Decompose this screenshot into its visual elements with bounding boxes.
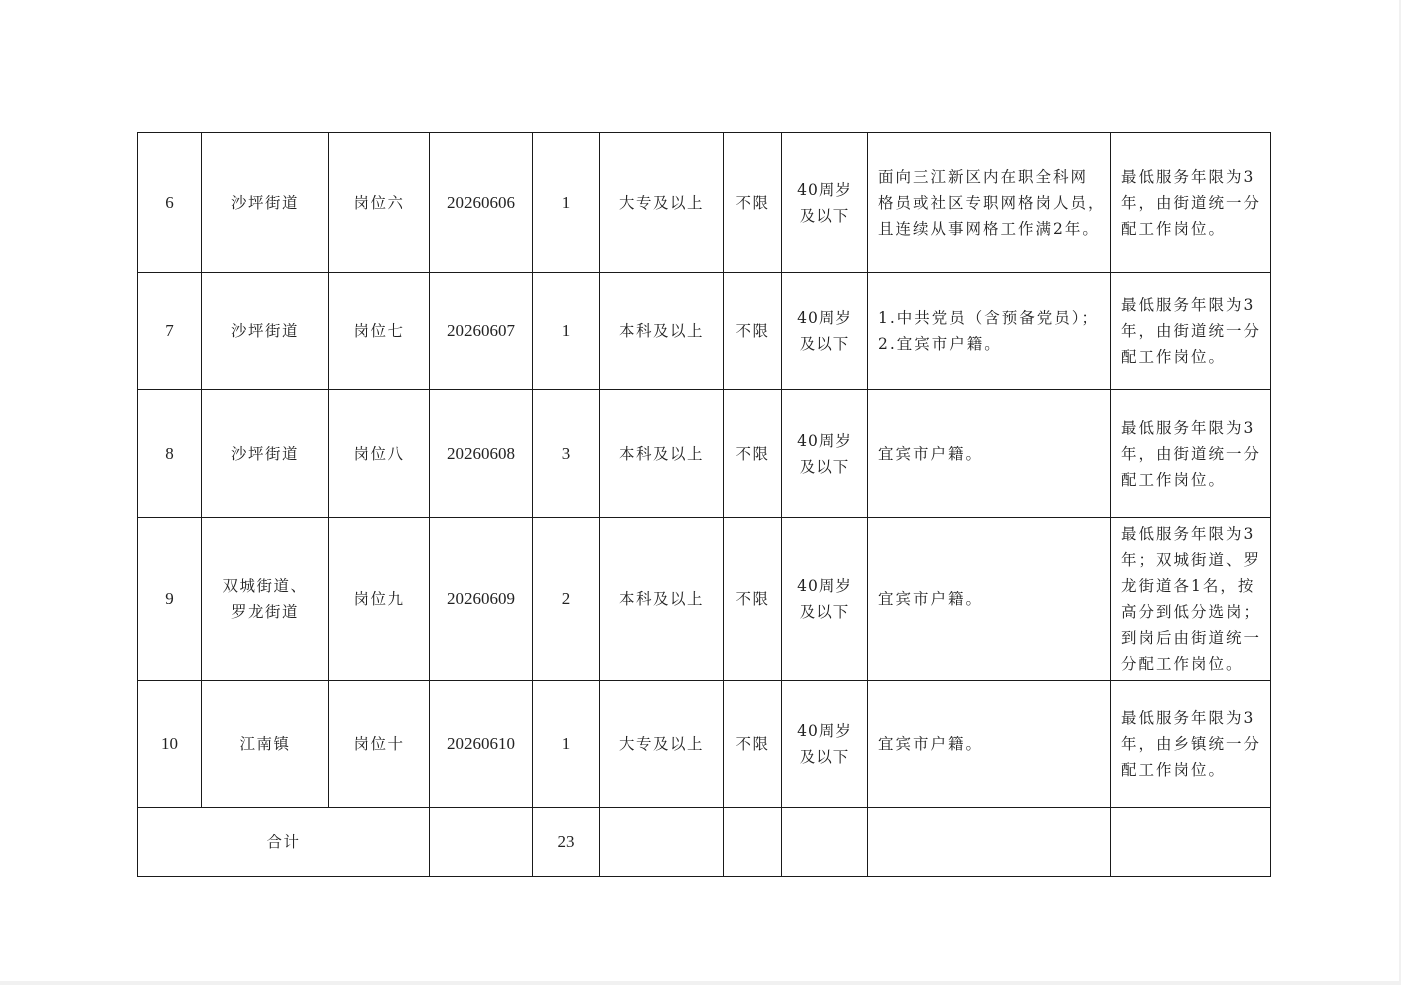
row-remarks: [1111, 390, 1271, 518]
row-education: 本科及以上: [600, 273, 724, 390]
row-major: 不限: [724, 133, 782, 273]
row-conditions-line: 宜宾市户籍。: [878, 735, 984, 753]
total-empty-education: [600, 808, 724, 877]
row-remarks-line: 最低服务年限为3: [1121, 296, 1256, 314]
row-position: 岗位七: [329, 273, 430, 390]
row-unit: [202, 133, 329, 273]
table-row: [138, 681, 1271, 808]
row-major: 不限: [724, 273, 782, 390]
row-remarks-line: 配工作岗位。: [1121, 761, 1227, 779]
row-hire-count: 3: [533, 390, 600, 518]
row-index: 6: [138, 133, 202, 273]
row-conditions: [868, 273, 1111, 390]
row-conditions: [868, 681, 1111, 808]
row-remarks-line: 配工作岗位。: [1121, 348, 1227, 366]
table-body: [138, 133, 1271, 877]
row-major: 不限: [724, 681, 782, 808]
row-conditions-line: 宜宾市户籍。: [878, 444, 984, 463]
total-count: 23: [533, 808, 600, 877]
row-index: 8: [138, 390, 202, 518]
recruitment-table: [137, 132, 1271, 877]
row-conditions-line: 1.中共党员（含预备党员）；: [878, 309, 1100, 327]
row-position-code: 20260607: [430, 273, 533, 390]
row-age-line: 40周岁: [797, 309, 852, 327]
row-remarks-line: 配工作岗位。: [1121, 219, 1227, 238]
row-remarks: [1111, 273, 1271, 390]
row-remarks-line: 分配工作岗位。: [1121, 655, 1244, 673]
row-position: 岗位八: [329, 390, 430, 518]
row-conditions-line: 且连续从事网格工作满2年。: [878, 219, 1100, 238]
row-remarks: [1111, 133, 1271, 273]
row-remarks-line: 到岗后由街道统一: [1121, 629, 1262, 647]
row-remarks-line: 年，由街道统一分: [1121, 322, 1262, 340]
row-conditions: [868, 518, 1111, 681]
row-education: 本科及以上: [600, 518, 724, 681]
row-conditions-line: 面向三江新区内在职全科网: [878, 167, 1089, 186]
row-index: 10: [138, 681, 202, 808]
row-remarks-line: 最低服务年限为3: [1121, 418, 1256, 437]
row-remarks-line: 最低服务年限为3: [1121, 525, 1256, 543]
row-age-line: 及以下: [799, 457, 850, 476]
row-unit: [202, 390, 329, 518]
row-education: 本科及以上: [600, 390, 724, 518]
row-remarks-line: 龙街道各1名，按: [1121, 577, 1256, 595]
row-position-code: 20260610: [430, 681, 533, 808]
table-row: [138, 133, 1271, 273]
total-row: [138, 808, 1271, 877]
row-unit-line: 沙坪街道: [230, 322, 299, 340]
row-age: [782, 273, 868, 390]
row-unit-line: 双城街道、: [222, 577, 308, 595]
row-unit: [202, 518, 329, 681]
row-hire-count: 1: [533, 681, 600, 808]
row-conditions-line: 格员或社区专职网格岗人员，: [878, 193, 1106, 212]
row-unit: [202, 681, 329, 808]
row-remarks-line: 年，由街道统一分: [1121, 193, 1262, 212]
row-major: 不限: [724, 390, 782, 518]
total-empty-conditions: [868, 808, 1111, 877]
row-position: 岗位十: [329, 681, 430, 808]
row-age-line: 40周岁: [797, 722, 852, 740]
total-empty-major: [724, 808, 782, 877]
row-age-line: 及以下: [799, 206, 850, 225]
row-hire-count: 1: [533, 273, 600, 390]
total-label: 合计: [138, 808, 430, 877]
row-unit-line: 江南镇: [239, 735, 291, 753]
total-empty-age: [782, 808, 868, 877]
row-remarks: [1111, 518, 1271, 681]
row-remarks: [1111, 681, 1271, 808]
row-age-line: 及以下: [799, 603, 850, 621]
row-age-line: 及以下: [799, 748, 850, 766]
row-position-code: 20260609: [430, 518, 533, 681]
row-age-line: 40周岁: [797, 180, 852, 199]
row-unit-line: 沙坪街道: [230, 444, 299, 463]
total-empty-remarks: [1111, 808, 1271, 877]
row-remarks-line: 配工作岗位。: [1121, 470, 1227, 489]
row-index: 7: [138, 273, 202, 390]
row-age: [782, 518, 868, 681]
row-unit-line: 罗龙街道: [230, 603, 299, 621]
row-unit: [202, 273, 329, 390]
row-position-code: 20260606: [430, 133, 533, 273]
row-conditions: [868, 133, 1111, 273]
row-conditions: [868, 390, 1111, 518]
row-education: 大专及以上: [600, 133, 724, 273]
row-hire-count: 2: [533, 518, 600, 681]
total-empty-code: [430, 808, 533, 877]
row-age: [782, 681, 868, 808]
row-remarks-line: 最低服务年限为3: [1121, 167, 1256, 186]
row-remarks-line: 年；双城街道、罗: [1121, 551, 1262, 569]
row-age-line: 40周岁: [797, 577, 852, 595]
row-remarks-line: 高分到低分选岗；: [1121, 603, 1262, 621]
row-conditions-line: 2.宜宾市户籍。: [878, 335, 1002, 353]
row-major: 不限: [724, 518, 782, 681]
row-remarks-line: 最低服务年限为3: [1121, 709, 1256, 727]
row-hire-count: 1: [533, 133, 600, 273]
row-remarks-line: 年，由街道统一分: [1121, 444, 1262, 463]
row-education: 大专及以上: [600, 681, 724, 808]
row-age: [782, 133, 868, 273]
row-position: 岗位九: [329, 518, 430, 681]
row-position: 岗位六: [329, 133, 430, 273]
row-age-line: 40周岁: [797, 431, 852, 450]
row-unit-line: 沙坪街道: [230, 193, 299, 212]
row-age: [782, 390, 868, 518]
row-age-line: 及以下: [799, 335, 850, 353]
row-conditions-line: 宜宾市户籍。: [878, 590, 984, 608]
row-position-code: 20260608: [430, 390, 533, 518]
row-index: 9: [138, 518, 202, 681]
row-remarks-line: 年，由乡镇统一分: [1121, 735, 1262, 753]
table-row: [138, 390, 1271, 518]
table-row: [138, 518, 1271, 681]
table-row: [138, 273, 1271, 390]
